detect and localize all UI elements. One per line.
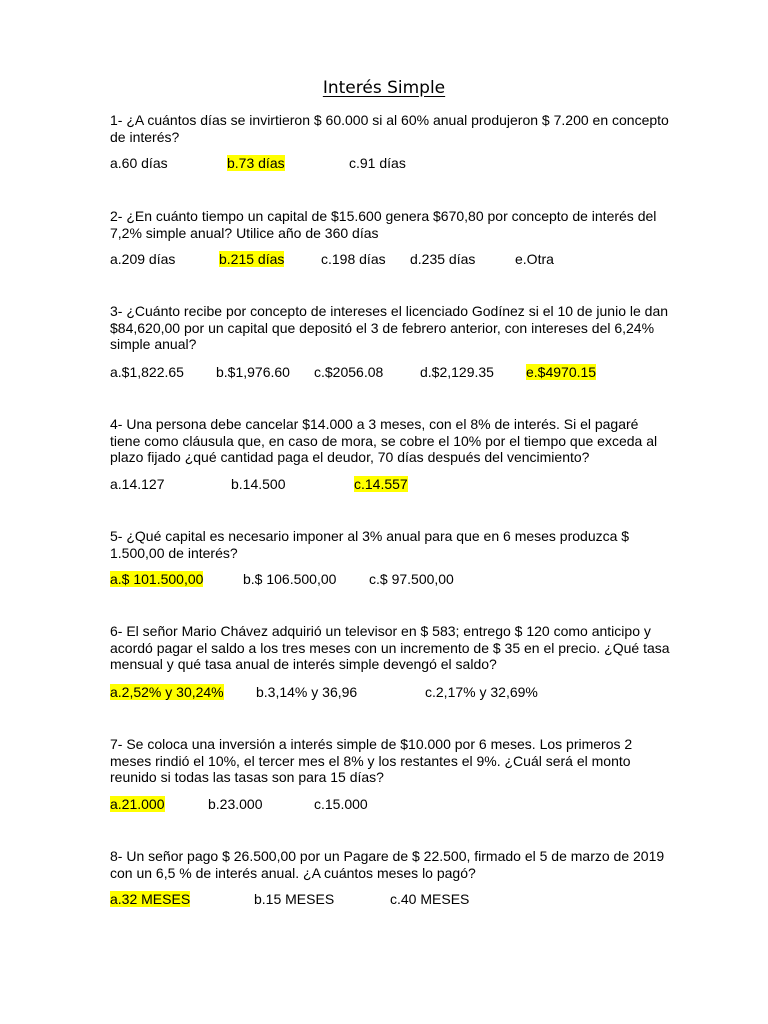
q2-option-c: c.198 días [321, 251, 386, 267]
q3-option-c: c.$2056.08 [314, 364, 384, 380]
q4-option-a: a.14.127 [110, 476, 165, 492]
q2-option-e: e.Otra [515, 251, 554, 267]
q8-option-c: c.40 MESES [390, 891, 470, 907]
q7-option-a: a.21.000 [110, 796, 165, 812]
question-1: 1- ¿A cuántos días se invirtieron $ 60.000 si al 60% anual produjeron $ 7.200 en concepto de interés? [110, 112, 669, 145]
question-4: 4- Una persona debe cancelar $14.000 a 3 meses, con el 8% de interés. Si el pagaré tiene como cláusula que, en caso de mora, se cobre el 10% por el tiempo que exceda al plazo fijado ¿qué cantidad paga el deudor, 70 días después del vencimiento? [110, 416, 658, 466]
question-8: 8- Un señor pago $ 26.500,00 por un Pagare de $ 22.500, firmado el 5 de marzo de 2019 con un 6,5 % de interés anual. ¿A cuántos meses lo pagó? [110, 848, 665, 881]
q6-option-a: a.2,52% y 30,24% [110, 684, 224, 700]
question-7: 7- Se coloca una inversión a interés simple de $10.000 por 6 meses. Los primeros 2 meses rindió el 10%, el tercer mes el 8% y los restantes el 9%. ¿Cuál será el monto reunido si todas las tasas son para 15 días? [110, 736, 633, 786]
q1-option-a: a.60 días [110, 155, 168, 171]
q5-option-c: c.$ 97.500,00 [369, 571, 454, 587]
q7-option-c: c.15.000 [314, 796, 368, 812]
question-6: 6- El señor Mario Chávez adquirió un televisor en $ 583; entrego $ 120 como anticipo y acordó pagar el saldo a los tres meses con un incremento de $ 35 en el precio. ¿Qué tasa mensual y qué tasa anual de interés simple devengó el saldo? [110, 623, 670, 673]
q1-option-c: c.91 días [349, 155, 406, 171]
q8-option-b: b.15 MESES [254, 891, 335, 907]
q6-option-c: c.2,17% y 32,69% [425, 684, 538, 700]
question-3: 3- ¿Cuánto recibe por concepto de intereses el licenciado Godínez si el 10 de junio le dan $84,620,00 por un capital que depositó el 3 de febrero anterior, con intereses del 6,24% simple anual? [110, 303, 669, 353]
q3-option-b: b.$1,976.60 [216, 364, 290, 380]
page-title: Interés Simple [322, 78, 446, 98]
q1-option-b: b.73 días [227, 155, 285, 171]
q3-option-e: e.$4970.15 [526, 364, 597, 380]
q8-option-a: a.32 MESES [110, 891, 191, 907]
q5-option-b: b.$ 106.500,00 [243, 571, 337, 587]
q2-option-b: b.215 días [219, 251, 285, 267]
q2-option-a: a.209 días [110, 251, 176, 267]
q4-option-c: c.14.557 [354, 476, 408, 492]
q5-option-a: a.$ 101.500,00 [110, 571, 204, 587]
q3-option-a: a.$1,822.65 [110, 364, 184, 380]
q4-option-b: b.14.500 [231, 476, 286, 492]
question-2: 2- ¿En cuánto tiempo un capital de $15.600 genera $670,80 por concepto de interés del 7,2% simple anual? Utilice año de 360 días [110, 208, 657, 241]
q2-option-d: d.235 días [410, 251, 476, 267]
question-5: 5- ¿Qué capital es necesario imponer al 3% anual para que en 6 meses produzca $ 1.500,00 de interés? [110, 528, 630, 561]
q6-option-b: b.3,14% y 36,96 [256, 684, 358, 700]
q3-option-d: d.$2,129.35 [420, 364, 494, 380]
q7-option-b: b.23.000 [208, 796, 263, 812]
